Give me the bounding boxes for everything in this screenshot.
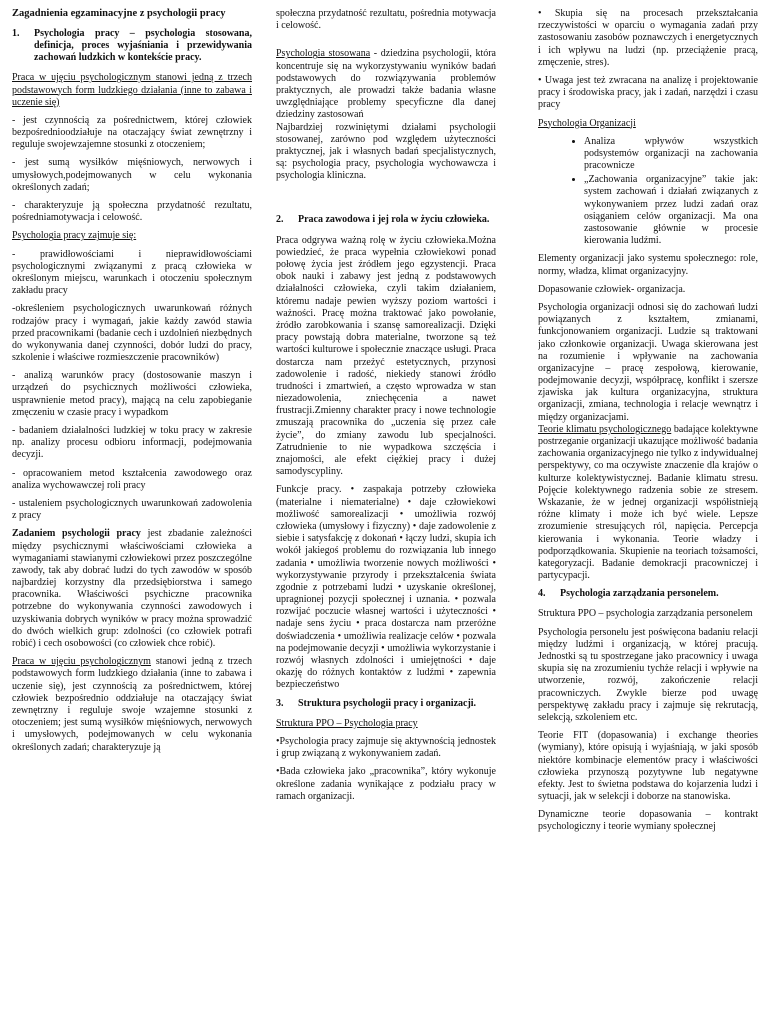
paragraph: Praca odgrywa ważną rolę w życiu człowieka.Można powiedzieć, że praca wypełnia człowiekowi ponad połowę życia jest źródłem jego egzystencji. Praca obok nauki i zabawy jest jedną z podstawowych działalności człowieka, czyli takim działaniem, któremu nadaje pewien wyższy poziom wartości i ważności. Pracę można traktować jako powołanie, źródło zarobkowania i szansę samorealizacji. Dzięki pracy powstają dobra materialne, tworzone są też wartości kulturowe i społecznie znaczące usługi. Praca dostarcza nam przeżyć estetycznych, przynosi zadowolenie i radość, niekiedy stanowi źródło trudności i zmartwień, a często wprowadza w stan niezadowolenia, zniechęcenia a nawet frustracji.Zmienny charakter pracy i nowe technologie zmuszają pracownika do „uczenia się przez całe życie”, do zmiany zawodu lub specjalności. Zatrudnienie to nie wypadkowa szczęścia i znajomości, ale efekt ciężkiej pracy i dużej samodyscypliny. [276, 234, 496, 478]
paragraph: - prawidłowościami i nieprawidłowościami psychologicznymi związanymi z pracą człowieka w określonym miejscu, warunkach i otoczeniu społecznym zakładu pracy [12, 248, 252, 297]
heading-text: Praca zawodowa i jej rola w życiu człowieka. [298, 214, 490, 226]
paragraph: • Uwaga jest też zwracana na analizę i projektowanie pracy i środowiska pracy, jak i zadań, narzędzi i czasu pracy [538, 74, 758, 111]
section-heading-3 [276, 698, 496, 710]
paragraph: Funkcje pracy. • zaspakaja potrzeby człowieka (materialne i niematerialne) • daje człowiekowi możliwość samorealizacji • umożliwia rozwój człowieka (umysłowy i fizyczny) • daje zadowolenie z siebie i satysfakcję z dokonań • łączy ludzi, skupia ich wokół jakiegoś problemu do rozwiązania lub innego zadania • umożliwia tworzenie nowych możliwości • wykorzystywanie przyrody i przekształcenia świata zgodnie z potrzebami ludzi • uzyskanie określonej, upragnionej pozycji społecznej i uznania. • pozwala rozwijać poczucie własnej wartości i użyteczności • nadaje sens życiu • praca dostarcza nam przeróżne doświadczenia • umożliwia realizacje celów • pozwala na podejmowanie decyzji • umożliwia wykorzystanie i rozwój własnych zdolności i umiejętności • daje okazję do różnych kontaktów z ludźmi • zapewnia bezpieczeństwo [276, 484, 496, 691]
paragraph: Psychologia Organizacji [538, 117, 636, 129]
paragraph: - badaniem działalności ludzkiej w toku pracy w zakresie np. analizy procesu odbioru informacji, podejmowania decyzji. [12, 425, 252, 461]
paragraph: Struktura PPO – Psychologia pracy [276, 717, 418, 729]
paragraph: Elementy organizacji jako systemu społecznego: role, normy, władza, klimat organizacyjny. [538, 253, 758, 277]
heading-text: Psychologia pracy – psychologia stosowana, definicja, proces wyjaśniania i przewidywania zachowań ludzkich w kontekście pracy. [34, 27, 252, 64]
paragraph-text: - dziedzina psychologii, która koncentruje się na wykorzystywaniu wyników badań podstawowych do rozwiązywania problemów praktycznych, ale prowadzi także badania własne uwzględniające problemy specyficzne dla danej dziedziny zastosowań [276, 48, 496, 121]
paragraph [12, 656, 252, 754]
paragraph: Dopasowanie człowiek- organizacja. [538, 283, 686, 295]
paragraph: - opracowaniem metod kształcenia zawodowego oraz analiza wychowawczej roli pracy [12, 467, 252, 491]
bullet-list [538, 136, 758, 248]
heading-number: 1. [12, 27, 20, 39]
paragraph: Psychologia personelu jest poświęcona badaniu relacji między ludźmi i organizacją, w której pracują. Jednostki są tu spostrzegane jako pracownicy i uwaga skupia się na zrozumieniu tychże relacji i wpływie na utworzenie, rozwój, zakończenie relacji pracowniczych. Zwykle bierze pod uwagę perspektywę zakładu pracy i zajmuje się rekrutacją, selekcją, szkoleniem etc. [538, 626, 758, 723]
list-item: • Analiza wpływów wszystkich podsystemów organizacji na zachowania pracownicze [584, 136, 758, 173]
document-title: Zagadnienia egzaminacyjne z psychologii pracy [12, 8, 226, 19]
bold-lead: Zadaniem psychologii pracy [12, 528, 141, 540]
section-heading-2 [276, 214, 496, 226]
spacer [276, 188, 496, 210]
heading-number: 2. [276, 214, 284, 226]
paragraph: Dynamiczne teorie dopasowania – kontrakt psychologiczny i teorie wymiany społecznej [538, 809, 758, 833]
spacer [276, 38, 496, 48]
heading-number: 4. [538, 588, 546, 600]
underlined-lead: Teorie klimatu psychologicznego [538, 423, 672, 435]
paragraph: - analizą warunków pracy (dostosowanie maszyn i urządzeń do psychicznych możliwości człowieka, usprawnienie metod pracy), mającą na celu zapobieganie zmęczeniu w czasie pracy i wypadkom [12, 370, 252, 418]
paragraph: - charakteryzuje ją społeczna przydatność rezultatu, pośredniamotywacja i celowość. [12, 200, 252, 224]
paragraph: Psychologia pracy zajmuje się: [12, 230, 137, 242]
paragraph: Struktura PPO – psychologia zarządzania personelem [538, 608, 753, 620]
paragraph-text: jest zbadanie zależności między psychicznymi właściwościami człowieka a wymaganiami stawianymi człowiekowi przez poszczególne zawody, tak aby dobrać ludzi do tych zawodów w sposób najbardziej korzystny dla przedsiębiorstwa i samego pracownika. Właściwości psychiczne pracownika potrzebne do wykonywania czynności zawodowych i uzyskiwania dobrych wyników w pracy można sprowadzić do dwóch wielkich grup: zdolności (co człowiek potrafi robić) i cech osobowości (co człowiek chce robić). [12, 528, 252, 650]
underlined-lead: Praca w ujęciu psychologicznym [12, 656, 151, 668]
paragraph: Teorie FIT (dopasowania) i exchange theories (wymiany), które opisują i wyjaśniają, w jaki sposób niektóre kombinacje elementów pracy i właściwości człowieka przynoszą pozytywne lub negatywne efekty. Jest to świetna podstawa do kojarzenia ludzi i sytuacji, jak w selekcji i doborze na stanowiska. [538, 730, 758, 803]
paragraph [538, 424, 758, 582]
paragraph: •Bada człowieka jako „pracownika”, który wykonuje określone zadania wynikające z podziału pracy w ramach organizacji. [276, 766, 496, 802]
paragraph: • Skupia się na procesach przekształcania rzeczywistości w oparciu o wymagania zadań przy zastosowaniu zasobów poznawczych i energetycznych i ich wpływu na ludzi (np. przeciążenie pracą, zmęczenie, stres). [538, 8, 758, 68]
paragraph: Praca w ujęciu psychologicznym stanowi jedną z trzech podstawowych form ludzkiego działania (inne to zabawa i uczenie się) [12, 72, 252, 108]
column-2 [276, 8, 496, 1024]
heading-number: 3. [276, 697, 284, 709]
paragraph: Psychologia organizacji odnosi się do zachowań ludzi powiązanych z kształtem, zmianami, funkcjonowaniem organizacji. Ludzie są traktowani jako członkowie organizacji. Uwaga skierowana jest na rozumienie i wpływanie na zachowania organizacyjne – pracę zespołową, kierowanie, podejmowanie decyzji, współpracę, konflikt i szersze zjawiska jak kultura organizacyjna, struktura organizacji, zmiana, technologia i relacje wewnątrz i między organizacjami. [538, 301, 758, 423]
paragraph [12, 528, 252, 650]
column-1 [12, 8, 252, 1024]
underlined-lead: Psychologia stosowana [276, 48, 371, 60]
paragraph-text: stanowi jedną z trzech podstawowych form ludzkiego działania (inne to zabawa i uczenie się), jest czynnością za pośrednictwem, której człowiek bezpośrednio oddziałuje na otaczający świat zewnętrzny i reguluje swoje wzajemne stosunki z otoczeniem; jest sumą wysiłków mięśniowych, nerwowych i umysłowych, podejmowanych w celu wykonania określonych zadań; charakteryzuje ją [12, 656, 252, 753]
paragraph: - jest sumą wysiłków mięśniowych, nerwowych i umysłowych,podejmowanych w celu wykonania określonych zadań; [12, 157, 252, 193]
section-heading-1 [12, 28, 252, 65]
paragraph [276, 48, 496, 121]
heading-text: Psychologia zarządzania personelem. [560, 588, 719, 600]
paragraph: - jest czynnością za pośrednictwem, której człowiek bezpośrednioodziałuje na otaczający świat zewnętrzny i reguluje swojewzajemne stosunki z otoczeniem; [12, 114, 252, 151]
paragraph: •Psychologia pracy zajmuje się aktywnością jednostek i grup związaną z wykonywaniem zadań. [276, 735, 496, 760]
paragraph: - ustaleniem psychologicznych uwarunkowań zadowolenia z pracy [12, 497, 252, 522]
paragraph-text: badające kolektywne postrzeganie organizacji ukazujące możliwość badania zachowania organizacyjnego nie tylko z indywidualnej perspektywy, co ma oczywiste znaczenie dla krajów o kulturze kolektywistycznej. Badanie klimatu stresu. Pojęcie kolektywnego radzenia sobie ze stresem. Wskazanie, że w jednej organizacji współistnieją różne klimaty i może ich być wiele. Lepsze zrozumienie stresujących ról, napięcia. Percepcja kierowania i wykonania. Teorie władzy i podporządkowania. Skupienie na teoriach tożsamości, kategoryzacji. Badanie demokracji pracowniczej i partycypacji. [538, 423, 758, 582]
section-heading-4 [538, 588, 758, 600]
list-item: • „Zachowania organizacyjne” takie jak: system zachowań i działań związanych z wykonywaniem przez ludzi zadań oraz osiąganiem celów organizacji. Ma ona zastosowanie głównie w procesie kierowania ludźmi. [584, 174, 758, 247]
paragraph: społeczna przydatność rezultatu, pośrednia motywacja i celowość. [276, 8, 496, 32]
heading-text: Struktura psychologii pracy i organizacji. [298, 697, 477, 709]
column-3 [538, 8, 758, 1024]
paragraph: -określeniem psychologicznych uwarunkowań różnych rodzajów pracy i wymagań, jakie każdy zawód stawia przed pracownikami (badanie cech i uzdolnień niezbędnych do wykonywania danej czynności, dobór ludzi do pracy, szkolenie i właściwe rozmieszczenie pracowników) [12, 303, 252, 364]
paragraph: Najbardziej rozwiniętymi działami psychologii stosowanej, zarówno pod względem użyteczności praktycznej, jak i własnych badań specjalistycznych, są: psychologia pracy, psychologia wychowawcza i psychologia kliniczna. [276, 121, 496, 182]
